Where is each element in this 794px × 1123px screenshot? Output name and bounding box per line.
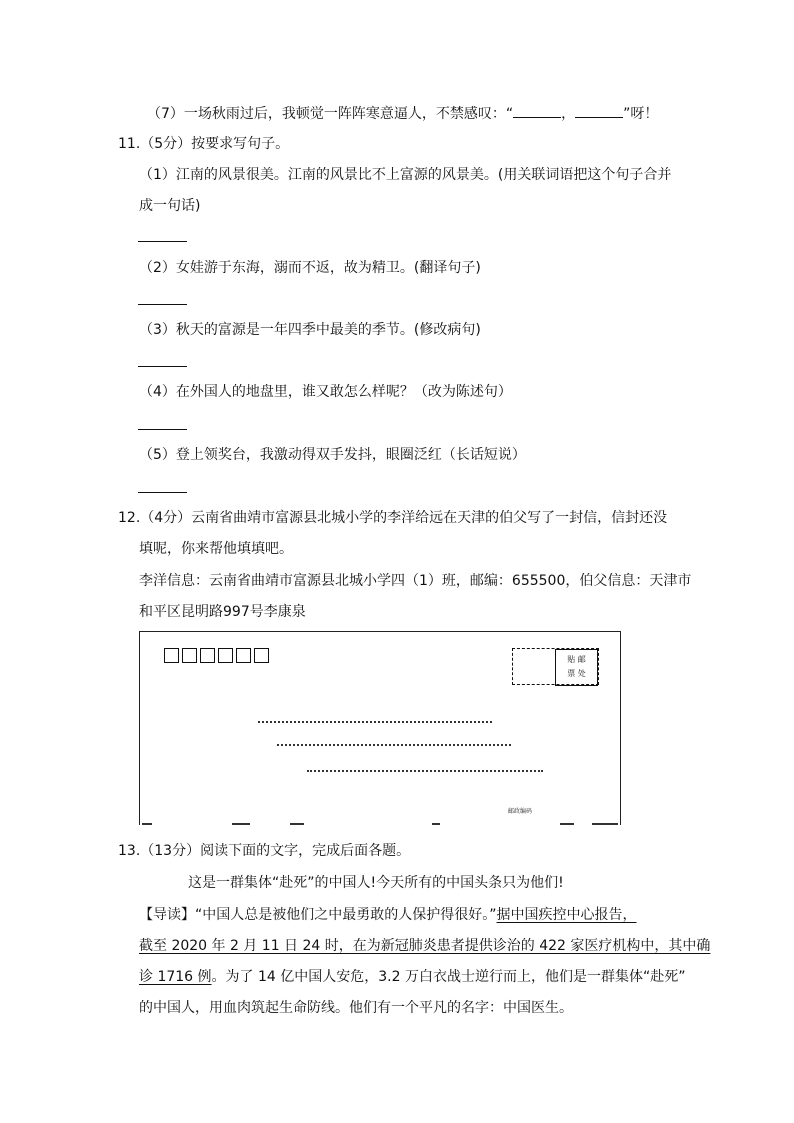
q12-info2: 和平区昆明路997号李康泉: [139, 604, 306, 620]
address-line-2[interactable]: [277, 744, 511, 746]
address-line-1[interactable]: [258, 721, 492, 723]
q10-item7: [147, 103, 658, 124]
answer-line-2[interactable]: [138, 304, 187, 305]
intro-rest-3: 。为了 14 亿中国人安危，3.2 万白衣战士逆行而上，他们是一群集体“赴死”: [211, 969, 686, 985]
zip-box[interactable]: [254, 648, 269, 663]
answer-line-1[interactable]: [138, 241, 187, 242]
intro-line-4: 的中国人，用血肉筑起生命防线。他们有一个平凡的名字：中国医生。: [139, 1000, 573, 1016]
intro-quote: “中国人总是被他们之中最勇敢的人保护得很好。”: [195, 907, 497, 923]
zip-box[interactable]: [164, 648, 179, 663]
intro-underlined-3: 诊 1716 例: [139, 969, 212, 985]
article-title: 这是一群集体“赴死”的中国人!今天所有的中国头条只为他们!: [188, 875, 564, 891]
answer-line-5[interactable]: [138, 492, 187, 493]
stamp-label-2: 票 处: [567, 669, 586, 678]
q12-info1: 李洋信息：云南省曲靖市富源县北城小学四（1）班，邮编：655500，伯父信息：天津市: [139, 573, 692, 589]
blank-1[interactable]: [513, 103, 561, 118]
zip-box[interactable]: [236, 648, 251, 663]
intro-line-3: [139, 967, 685, 987]
stamp-box: [555, 649, 598, 686]
q11-header: 11.（5分）按要求写句子。: [118, 136, 290, 152]
q11-item5: （5）登上领奖台，我激动得双手发抖，眼圈泛红（长话短说）: [139, 447, 526, 463]
q12-line1: 12.（4分）云南省曲靖市富源县北城小学的李洋给远在天津的伯父写了一封信，信封还没: [118, 510, 668, 526]
q10-item7-text: （7）一场秋雨过后，我顿觉一阵阵寒意逼人，不禁感叹：“: [147, 106, 514, 122]
intro-line-1: [139, 905, 637, 925]
q11-item3: （3）秋天的富源是一年四季中最美的季节。(修改病句): [139, 322, 481, 338]
q10-item7-end: ”呀！: [623, 106, 659, 122]
intro-label: 【导读】: [139, 907, 195, 923]
q11-item1-line1: （1）江南的风景很美。江南的风景比不上富源的风景美。(用关联词语把这个句子合并: [139, 167, 672, 183]
q11-item2: （2）女娃游于东海，溺而不返，故为精卫。(翻译句子): [139, 260, 481, 276]
zip-box[interactable]: [218, 648, 233, 663]
answer-line-4[interactable]: [138, 429, 187, 430]
zip-box[interactable]: [182, 648, 197, 663]
intro-underlined-2: 截至 2020 年 2 月 11 日 24 时，在为新冠肺炎患者提供诊治的 422 家医疗机构中，其中确: [139, 938, 711, 954]
zip-box[interactable]: [200, 648, 215, 663]
intro-line-2: [139, 936, 710, 956]
q11-item1-line2: 成一句话): [139, 198, 201, 214]
postcode-label: 邮政编码: [508, 808, 533, 815]
zip-code-boxes: [164, 648, 269, 663]
stamp-label-1: 贴 邮: [567, 655, 586, 664]
q12-line2: 填呢，你来帮他填填吧。: [139, 541, 293, 557]
q10-item7-sep: ，: [561, 106, 576, 122]
envelope: [139, 631, 621, 825]
intro-underlined-1: 据中国疾控中心报告，: [496, 907, 637, 923]
stamp-area: [512, 648, 599, 685]
q11-item4: （4）在外国人的地盘里，谁又敢怎么样呢？（改为陈述句）: [139, 384, 512, 400]
q13-header: 13.（13分）阅读下面的文字，完成后面各题。: [118, 843, 411, 859]
address-line-3[interactable]: [307, 770, 543, 772]
answer-line-3[interactable]: [138, 366, 187, 367]
blank-2[interactable]: [575, 103, 623, 118]
envelope-bottom-marks: [140, 823, 620, 825]
